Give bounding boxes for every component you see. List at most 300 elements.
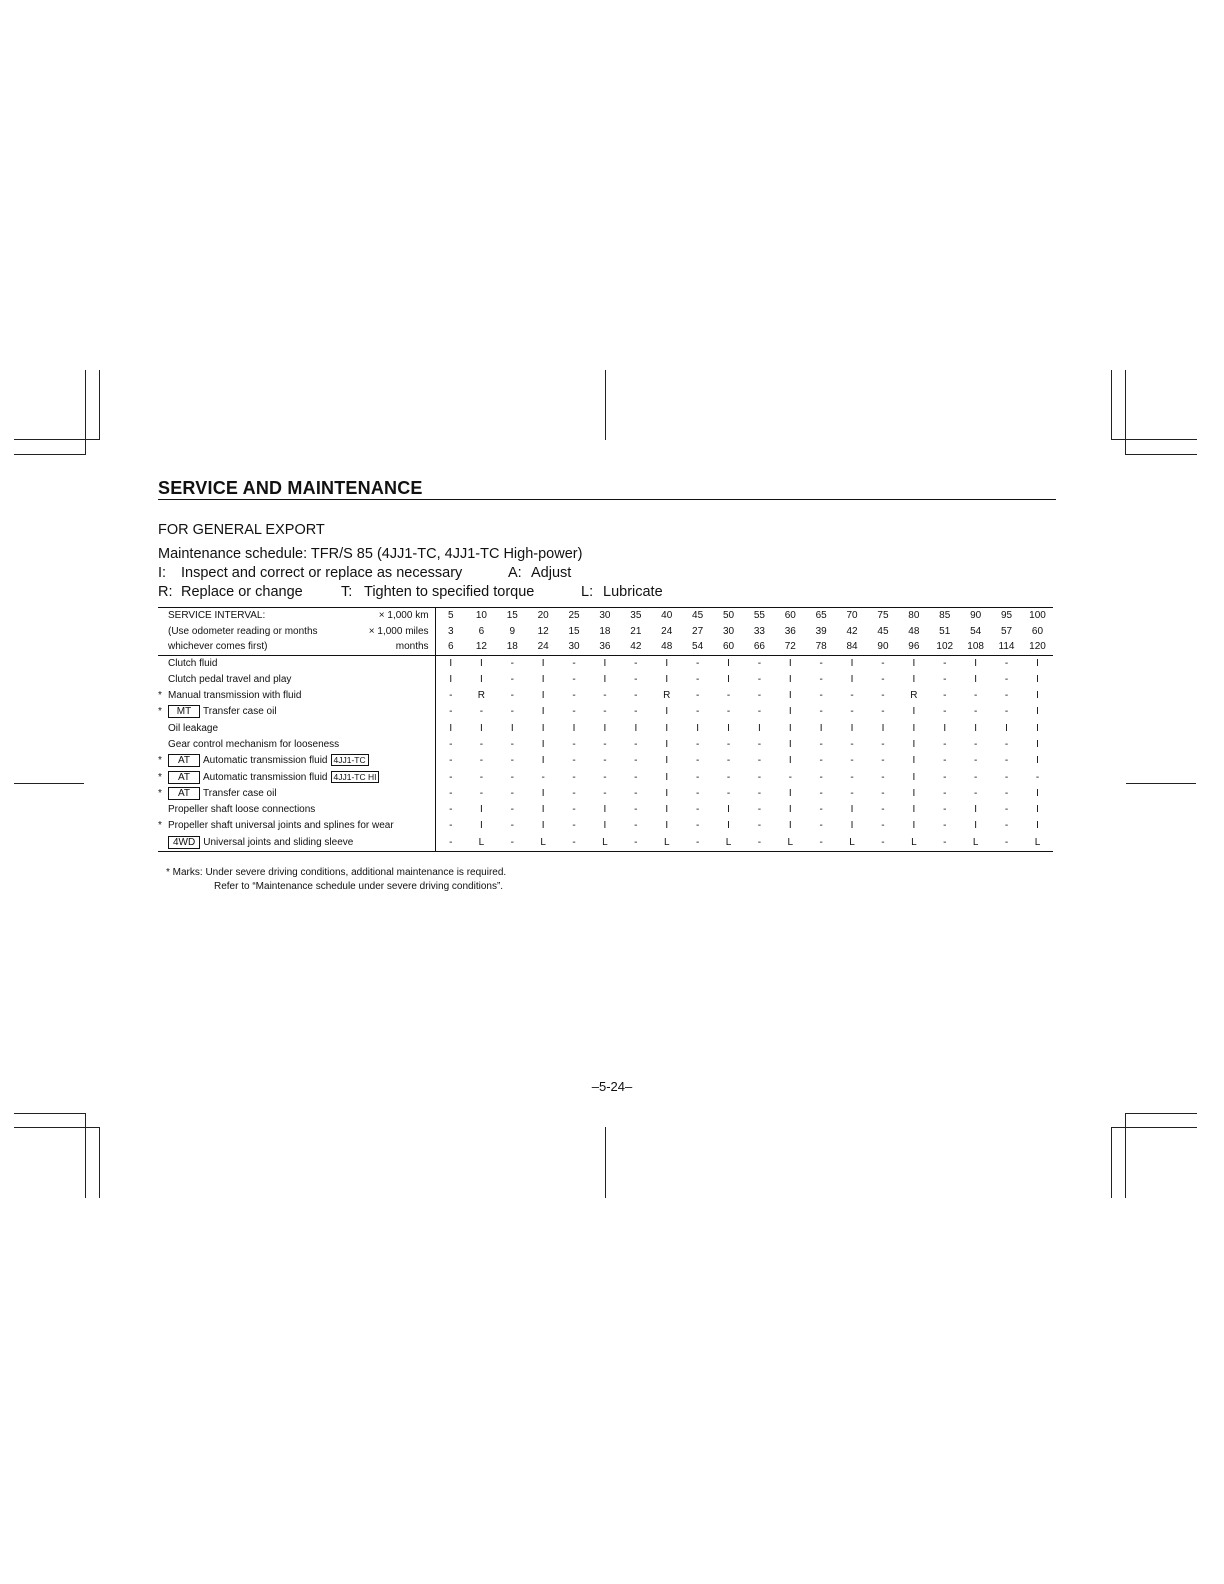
item-description bbox=[158, 656, 435, 672]
severe-condition-mark: * bbox=[158, 771, 162, 783]
schedule-cell: - bbox=[850, 706, 854, 718]
schedule-cell: - bbox=[881, 804, 885, 816]
schedule-cell: I bbox=[696, 722, 699, 734]
schedule-cell: I bbox=[1036, 657, 1039, 669]
schedule-cell: - bbox=[819, 657, 823, 669]
schedule-cell: - bbox=[757, 738, 762, 750]
interval-cell: 54 bbox=[692, 641, 704, 652]
footnotes bbox=[166, 866, 506, 894]
item-label: Transfer case oil bbox=[203, 787, 277, 799]
schedule-cell: - bbox=[572, 673, 576, 685]
schedule-cell: - bbox=[819, 787, 823, 799]
schedule-heading: Maintenance schedule: TFR/S 85 (4JJ1-TC, 4JJ1-TC High-power) bbox=[158, 546, 583, 562]
schedule-cell: - bbox=[603, 738, 607, 750]
schedule-cell: I bbox=[727, 673, 730, 685]
schedule-cell: - bbox=[943, 804, 947, 816]
item-description bbox=[158, 704, 435, 720]
schedule-cell: I bbox=[788, 673, 792, 685]
schedule-cell: - bbox=[634, 673, 638, 685]
schedule-cell: I bbox=[974, 804, 978, 816]
schedule-cell: - bbox=[572, 820, 576, 832]
schedule-cell: I bbox=[479, 820, 483, 832]
interval-cell: 3 bbox=[447, 625, 454, 637]
schedule-cell: - bbox=[850, 755, 854, 767]
interval-cell: 57 bbox=[1000, 625, 1013, 637]
schedule-cell: - bbox=[695, 755, 700, 767]
schedule-cell: - bbox=[850, 690, 854, 702]
schedule-cell: - bbox=[603, 787, 607, 799]
table-header bbox=[158, 607, 1053, 656]
header-unit: × 1,000 miles bbox=[358, 624, 435, 640]
schedule-cell: I bbox=[788, 706, 792, 718]
schedule-cell: I bbox=[541, 722, 545, 734]
interval-cell: 35 bbox=[630, 610, 642, 621]
variant-tag: 4WD bbox=[168, 836, 200, 849]
legend-i-key: I: bbox=[158, 565, 167, 581]
schedule-cell: I bbox=[603, 722, 607, 734]
schedule-cell: - bbox=[572, 787, 576, 799]
schedule-cell: L bbox=[478, 836, 485, 848]
interval-cell: 6 bbox=[478, 625, 485, 637]
schedule-cell: - bbox=[510, 738, 514, 750]
schedule-cell: - bbox=[1004, 673, 1009, 685]
item-label: Oil leakage bbox=[168, 722, 219, 734]
schedule-cell: - bbox=[726, 738, 731, 750]
schedule-cell: I bbox=[665, 804, 669, 816]
interval-cell: 36 bbox=[599, 641, 611, 652]
schedule-cell: - bbox=[943, 690, 947, 702]
schedule-cell: I bbox=[541, 804, 545, 816]
schedule-cell: I bbox=[541, 738, 545, 750]
legend-r-text: Replace or change bbox=[181, 584, 303, 600]
schedule-cell: - bbox=[634, 657, 638, 669]
schedule-cell: I bbox=[912, 722, 916, 734]
schedule-cell: - bbox=[819, 738, 823, 750]
schedule-cell: - bbox=[819, 836, 823, 848]
item-label: Propeller shaft universal joints and splines for wear bbox=[168, 820, 394, 832]
schedule-cell: L bbox=[972, 836, 979, 848]
schedule-cell: I bbox=[1036, 787, 1039, 799]
schedule-cell: I bbox=[510, 722, 514, 734]
schedule-cell: - bbox=[881, 755, 885, 767]
schedule-cell: I bbox=[912, 771, 916, 783]
schedule-cell: - bbox=[449, 820, 453, 832]
schedule-cell: - bbox=[572, 755, 576, 767]
engine-tag: 4JJ1-TC bbox=[331, 754, 369, 766]
interval-cell: 108 bbox=[967, 641, 984, 652]
schedule-cell: - bbox=[695, 690, 700, 702]
table-row bbox=[158, 753, 1053, 769]
schedule-cell: I bbox=[541, 690, 545, 702]
item-label: Gear control mechanism for looseness bbox=[168, 738, 340, 750]
schedule-cell: - bbox=[1004, 738, 1009, 750]
schedule-cell: I bbox=[974, 657, 978, 669]
schedule-cell: - bbox=[449, 836, 453, 848]
interval-cell: 6 bbox=[447, 641, 454, 652]
legend-t-text: Tighten to specified torque bbox=[364, 584, 535, 600]
schedule-cell: - bbox=[572, 836, 576, 848]
schedule-cell: - bbox=[634, 755, 638, 767]
interval-cell: 42 bbox=[846, 625, 858, 637]
schedule-cell: - bbox=[788, 771, 792, 783]
schedule-cell: - bbox=[510, 820, 514, 832]
schedule-cell: R bbox=[477, 690, 485, 702]
engine-tag: 4JJ1-TC HI bbox=[331, 771, 380, 783]
item-label: Propeller shaft loose connections bbox=[168, 804, 316, 816]
interval-cell: 5 bbox=[447, 610, 454, 621]
schedule-cell: - bbox=[943, 820, 947, 832]
schedule-cell: I bbox=[1036, 722, 1039, 734]
page-number: –5-24– bbox=[591, 1079, 633, 1094]
schedule-cell: L bbox=[540, 836, 546, 848]
schedule-cell: I bbox=[974, 673, 978, 685]
schedule-cell: - bbox=[510, 755, 514, 767]
schedule-cell: L bbox=[663, 836, 670, 848]
schedule-cell: - bbox=[757, 706, 762, 718]
schedule-cell: - bbox=[943, 706, 947, 718]
schedule-cell: - bbox=[572, 706, 576, 718]
item-description bbox=[158, 770, 435, 786]
schedule-cell: I bbox=[912, 706, 916, 718]
schedule-cell: - bbox=[449, 755, 453, 767]
schedule-cell: - bbox=[449, 771, 453, 783]
interval-cell: 9 bbox=[509, 625, 516, 637]
schedule-cell: I bbox=[912, 657, 916, 669]
header-row-months bbox=[158, 639, 1053, 655]
schedule-cell: - bbox=[634, 820, 638, 832]
schedule-cell: - bbox=[757, 804, 762, 816]
interval-cell: 10 bbox=[475, 610, 487, 621]
schedule-cell: I bbox=[665, 755, 669, 767]
schedule-cell: - bbox=[695, 738, 700, 750]
schedule-cell: I bbox=[788, 820, 792, 832]
interval-cell: 96 bbox=[908, 641, 920, 652]
interval-cell: 18 bbox=[599, 625, 611, 637]
interval-cell: 90 bbox=[970, 610, 982, 621]
schedule-cell: I bbox=[850, 722, 854, 734]
table-row bbox=[158, 770, 1053, 786]
interval-cell: 55 bbox=[753, 610, 765, 621]
schedule-cell: I bbox=[479, 722, 483, 734]
schedule-cell: - bbox=[757, 657, 762, 669]
schedule-cell: - bbox=[757, 771, 762, 783]
schedule-cell: - bbox=[726, 706, 731, 718]
footnote-line-2: Refer to “Maintenance schedule under severe driving conditions”. bbox=[214, 881, 504, 892]
item-description bbox=[158, 672, 435, 688]
schedule-cell: - bbox=[757, 787, 762, 799]
interval-cell: 95 bbox=[1000, 610, 1013, 621]
schedule-cell: - bbox=[726, 690, 731, 702]
schedule-cell: - bbox=[973, 787, 978, 799]
schedule-cell: - bbox=[479, 755, 484, 767]
item-description bbox=[158, 835, 435, 852]
schedule-cell: - bbox=[541, 771, 545, 783]
interval-cell: 42 bbox=[630, 641, 642, 652]
schedule-cell: - bbox=[973, 690, 978, 702]
item-label: Automatic transmission fluid bbox=[203, 755, 328, 767]
interval-cell: 24 bbox=[661, 625, 673, 637]
schedule-cell: - bbox=[479, 787, 484, 799]
item-description bbox=[158, 818, 435, 834]
schedule-cell: I bbox=[850, 820, 854, 832]
item-label: Clutch pedal travel and play bbox=[168, 673, 292, 685]
schedule-cell: I bbox=[449, 657, 453, 669]
schedule-cell: - bbox=[449, 804, 453, 816]
interval-cell: 12 bbox=[537, 625, 549, 637]
schedule-cell: I bbox=[541, 787, 545, 799]
schedule-cell: I bbox=[541, 820, 545, 832]
schedule-cell: - bbox=[881, 673, 885, 685]
header-row-miles bbox=[158, 624, 1053, 640]
schedule-cell: L bbox=[602, 836, 608, 848]
schedule-cell: - bbox=[634, 804, 638, 816]
schedule-cell: - bbox=[695, 657, 700, 669]
severe-condition-mark: * bbox=[158, 755, 162, 767]
interval-cell: 24 bbox=[537, 641, 549, 652]
table-row bbox=[158, 672, 1053, 688]
schedule-cell: - bbox=[757, 673, 762, 685]
item-label: Automatic transmission fluid bbox=[203, 771, 328, 783]
variant-tag: AT bbox=[168, 787, 200, 800]
interval-cell: 72 bbox=[784, 641, 796, 652]
schedule-cell: I bbox=[912, 738, 916, 750]
item-label: Clutch fluid bbox=[168, 657, 218, 669]
schedule-cell: - bbox=[943, 787, 947, 799]
schedule-cell: - bbox=[881, 690, 885, 702]
schedule-cell: R bbox=[663, 690, 671, 702]
schedule-cell: - bbox=[757, 820, 762, 832]
page-title: SERVICE AND MAINTENANCE bbox=[158, 478, 423, 498]
header-unit: × 1,000 km bbox=[358, 608, 435, 624]
table-row bbox=[158, 688, 1053, 704]
schedule-cell: I bbox=[1036, 673, 1039, 685]
header-row-km bbox=[158, 608, 1053, 624]
schedule-cell: - bbox=[757, 836, 762, 848]
schedule-cell: - bbox=[881, 657, 885, 669]
interval-cell: 54 bbox=[970, 625, 982, 637]
schedule-cell: I bbox=[572, 722, 576, 734]
legend-l-text: Lubricate bbox=[603, 584, 663, 600]
schedule-cell: I bbox=[881, 722, 885, 734]
interval-cell: 15 bbox=[568, 625, 580, 637]
schedule-cell: - bbox=[1004, 657, 1009, 669]
schedule-cell: - bbox=[973, 771, 978, 783]
interval-cell: 66 bbox=[753, 641, 765, 652]
schedule-cell: - bbox=[449, 706, 453, 718]
schedule-cell: - bbox=[1004, 706, 1009, 718]
severe-condition-mark: * bbox=[158, 706, 162, 718]
schedule-cell: - bbox=[943, 738, 947, 750]
interval-cell: 51 bbox=[939, 625, 951, 637]
schedule-cell: I bbox=[1036, 755, 1039, 767]
schedule-cell: L bbox=[787, 836, 794, 848]
table-row bbox=[158, 802, 1053, 818]
variant-tag: MT bbox=[168, 705, 200, 718]
footnote-line-1: * Marks: Under severe driving conditions, additional maintenance is required. bbox=[166, 867, 507, 878]
table-row bbox=[158, 786, 1053, 802]
schedule-cell: - bbox=[634, 836, 638, 848]
title-divider bbox=[158, 499, 1056, 500]
schedule-cell: - bbox=[572, 804, 576, 816]
schedule-cell: - bbox=[819, 804, 823, 816]
item-label: Transfer case oil bbox=[203, 706, 277, 718]
interval-cell: 120 bbox=[1029, 641, 1046, 652]
schedule-cell: I bbox=[665, 657, 669, 669]
schedule-cell: - bbox=[634, 771, 638, 783]
schedule-cell: - bbox=[695, 836, 700, 848]
schedule-cell: - bbox=[603, 755, 607, 767]
schedule-cell: - bbox=[695, 673, 700, 685]
schedule-cell: - bbox=[819, 673, 823, 685]
schedule-cell: I bbox=[1036, 706, 1039, 718]
interval-cell: 60 bbox=[722, 641, 735, 652]
schedule-cell: - bbox=[881, 706, 885, 718]
schedule-cell: I bbox=[1005, 722, 1008, 734]
schedule-cell: I bbox=[603, 673, 607, 685]
schedule-cell: L bbox=[849, 836, 855, 848]
interval-cell: 48 bbox=[908, 625, 920, 637]
table-row bbox=[158, 737, 1053, 753]
schedule-cell: I bbox=[603, 820, 607, 832]
schedule-cell: - bbox=[479, 771, 484, 783]
schedule-cell: - bbox=[572, 738, 576, 750]
schedule-cell: - bbox=[695, 804, 700, 816]
schedule-cell: L bbox=[1034, 836, 1041, 848]
schedule-cell: I bbox=[727, 722, 730, 734]
schedule-cell: - bbox=[973, 738, 978, 750]
schedule-cell: - bbox=[850, 787, 854, 799]
schedule-cell: - bbox=[572, 771, 576, 783]
schedule-cell: I bbox=[758, 722, 761, 734]
schedule-cell: I bbox=[788, 690, 792, 702]
interval-cell: 30 bbox=[722, 625, 735, 637]
interval-cell: 100 bbox=[1029, 610, 1046, 621]
schedule-cell: I bbox=[1036, 820, 1039, 832]
schedule-cell: - bbox=[819, 771, 823, 783]
interval-cell: 39 bbox=[815, 625, 827, 637]
interval-cell: 15 bbox=[506, 610, 518, 621]
interval-cell: 45 bbox=[877, 625, 889, 637]
schedule-cell: - bbox=[757, 755, 762, 767]
schedule-cell: I bbox=[449, 722, 453, 734]
table-body bbox=[158, 656, 1053, 853]
header-label: SERVICE INTERVAL: bbox=[168, 610, 266, 621]
schedule-cell: - bbox=[603, 771, 607, 783]
schedule-cell: - bbox=[881, 820, 885, 832]
schedule-cell: - bbox=[819, 820, 823, 832]
schedule-cell: - bbox=[943, 755, 947, 767]
schedule-cell: - bbox=[1035, 771, 1040, 783]
schedule-cell: - bbox=[510, 804, 514, 816]
schedule-cell: - bbox=[850, 738, 854, 750]
legend-a-text: Adjust bbox=[531, 565, 572, 581]
interval-cell: 114 bbox=[998, 641, 1015, 652]
schedule-cell: I bbox=[727, 657, 730, 669]
schedule-cell: - bbox=[479, 738, 484, 750]
schedule-cell: I bbox=[974, 722, 978, 734]
schedule-cell: I bbox=[912, 673, 916, 685]
maintenance-schedule-table bbox=[158, 607, 1053, 852]
schedule-cell: - bbox=[726, 771, 731, 783]
schedule-cell: I bbox=[912, 820, 916, 832]
interval-cell: 70 bbox=[846, 610, 858, 621]
schedule-cell: I bbox=[788, 787, 792, 799]
legend-r-key: R: bbox=[158, 584, 173, 600]
interval-cell: 36 bbox=[784, 625, 796, 637]
schedule-cell: I bbox=[665, 722, 669, 734]
schedule-cell: - bbox=[881, 787, 885, 799]
table-row bbox=[158, 704, 1053, 720]
schedule-cell: - bbox=[943, 836, 947, 848]
schedule-cell: - bbox=[881, 771, 885, 783]
interval-cell: 18 bbox=[506, 641, 518, 652]
interval-cell: 30 bbox=[599, 610, 611, 621]
item-label: Universal joints and sliding sleeve bbox=[203, 836, 354, 848]
schedule-cell: I bbox=[603, 804, 607, 816]
table-row bbox=[158, 835, 1053, 852]
item-description bbox=[158, 721, 435, 737]
table-row bbox=[158, 818, 1053, 834]
schedule-cell: - bbox=[572, 690, 576, 702]
interval-cell: 25 bbox=[568, 610, 580, 621]
interval-cell: 12 bbox=[475, 641, 487, 652]
schedule-cell: - bbox=[757, 690, 762, 702]
schedule-cell: - bbox=[510, 690, 514, 702]
interval-cell: 80 bbox=[908, 610, 920, 621]
schedule-cell: - bbox=[1004, 836, 1009, 848]
interval-cell: 78 bbox=[815, 641, 827, 652]
schedule-cell: - bbox=[634, 738, 638, 750]
schedule-cell: I bbox=[665, 706, 669, 718]
schedule-cell: I bbox=[788, 738, 792, 750]
schedule-cell: - bbox=[726, 787, 731, 799]
schedule-cell: - bbox=[510, 836, 514, 848]
schedule-cell: - bbox=[973, 706, 978, 718]
schedule-cell: - bbox=[1004, 787, 1009, 799]
severe-condition-mark: * bbox=[158, 787, 162, 799]
schedule-cell: - bbox=[449, 787, 453, 799]
schedule-cell: - bbox=[726, 755, 731, 767]
interval-cell: 21 bbox=[630, 625, 642, 637]
header-label: (Use odometer reading or months bbox=[168, 625, 318, 637]
schedule-cell: I bbox=[974, 820, 978, 832]
schedule-cell: I bbox=[665, 820, 669, 832]
schedule-cell: - bbox=[634, 706, 638, 718]
schedule-cell: L bbox=[911, 836, 917, 848]
interval-cell: 33 bbox=[753, 625, 765, 637]
schedule-cell: I bbox=[449, 673, 453, 685]
schedule-cell: - bbox=[1004, 690, 1009, 702]
schedule-cell: - bbox=[603, 690, 607, 702]
schedule-cell: I bbox=[479, 673, 483, 685]
schedule-cell: I bbox=[727, 820, 730, 832]
schedule-cell: R bbox=[910, 690, 918, 702]
schedule-cell: - bbox=[973, 755, 978, 767]
schedule-cell: - bbox=[695, 820, 700, 832]
table-row bbox=[158, 656, 1053, 672]
schedule-cell: - bbox=[819, 755, 823, 767]
schedule-cell: - bbox=[1004, 804, 1009, 816]
schedule-cell: I bbox=[912, 787, 916, 799]
severe-condition-mark: * bbox=[158, 690, 162, 702]
schedule-cell: I bbox=[727, 804, 730, 816]
interval-cell: 90 bbox=[877, 641, 889, 652]
interval-cell: 40 bbox=[661, 610, 673, 621]
schedule-cell: - bbox=[1004, 755, 1009, 767]
variant-tag: AT bbox=[168, 754, 200, 767]
schedule-cell: I bbox=[634, 722, 638, 734]
schedule-cell: I bbox=[665, 738, 669, 750]
